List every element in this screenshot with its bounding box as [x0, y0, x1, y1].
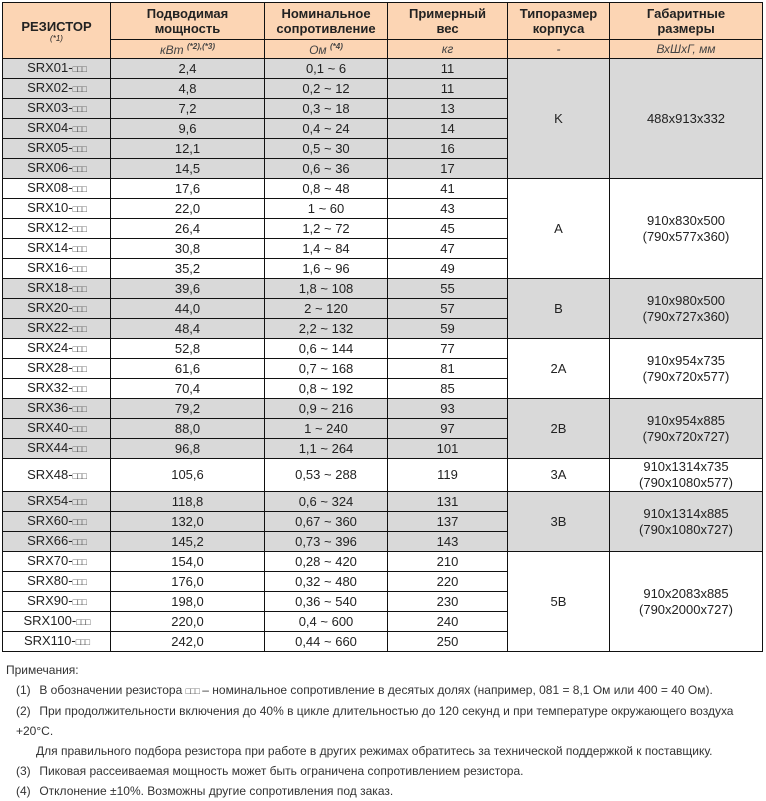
- model-name: SRX18-: [27, 280, 73, 295]
- placeholder-squares-icon: □□□: [72, 497, 86, 507]
- header-weight-line1: Примерный: [408, 6, 486, 21]
- unit-case: -: [508, 40, 610, 59]
- model-name: SRX60-: [27, 513, 73, 528]
- model-cell: [3, 592, 111, 612]
- power-cell: 70,4: [111, 379, 265, 399]
- resistance-cell: 0,2 ~ 12: [265, 79, 388, 99]
- header-power-line1: Подводимая: [146, 6, 229, 21]
- unit-power-label: кВт: [159, 42, 184, 57]
- power-cell: 52,8: [111, 339, 265, 359]
- weight-cell: 220: [388, 572, 508, 592]
- resistance-cell: 0,7 ~ 168: [265, 359, 388, 379]
- model-name: SRX24-: [27, 340, 73, 355]
- dimensions-cell: [610, 552, 763, 652]
- resistance-cell: 2 ~ 120: [265, 299, 388, 319]
- weight-cell: 210: [388, 552, 508, 572]
- table-row: [3, 179, 763, 199]
- model-name: SRX100-: [23, 613, 77, 628]
- unit-power: [111, 40, 265, 59]
- model-cell: [3, 99, 111, 119]
- weight-cell: 55: [388, 279, 508, 299]
- resistance-cell: 1 ~ 60: [265, 199, 388, 219]
- placeholder-squares-icon: □□□: [72, 124, 86, 134]
- dimensions-inner: (790x1080x727): [639, 521, 733, 537]
- model-name: SRX44-: [27, 440, 73, 455]
- model-cell: [3, 632, 111, 652]
- placeholder-squares-icon: □□□: [72, 537, 86, 547]
- note-number: (3): [16, 764, 31, 778]
- placeholder-squares-icon: □□□: [72, 444, 86, 454]
- note-text: – номинальное сопротивление в десятых долях (например, 081 = 8,1 Ом или 400 = 40 Ом).: [198, 683, 713, 697]
- model-cell: [3, 379, 111, 399]
- model-cell: [3, 612, 111, 632]
- power-cell: 7,2: [111, 99, 265, 119]
- placeholder-squares-icon: □□□: [72, 164, 86, 174]
- dimensions-inner: (790x727x360): [642, 308, 730, 324]
- case-size-cell: A: [508, 179, 610, 279]
- model-cell: [3, 532, 111, 552]
- model-cell: [3, 79, 111, 99]
- weight-cell: 14: [388, 119, 508, 139]
- model-cell: [3, 399, 111, 419]
- power-cell: 44,0: [111, 299, 265, 319]
- dimensions-cell: [610, 492, 763, 552]
- model-cell: [3, 512, 111, 532]
- power-cell: 220,0: [111, 612, 265, 632]
- resistance-cell: 1 ~ 240: [265, 419, 388, 439]
- weight-cell: 85: [388, 379, 508, 399]
- note-text: Пиковая рассеиваемая мощность может быть ограничена сопротивлением резистора.: [39, 764, 524, 778]
- resistance-cell: 0,4 ~ 24: [265, 119, 388, 139]
- weight-cell: 143: [388, 532, 508, 552]
- unit-resistance-note: (*4): [330, 41, 343, 51]
- power-cell: 35,2: [111, 259, 265, 279]
- resistance-cell: 0,44 ~ 660: [265, 632, 388, 652]
- header-resistor: [3, 3, 111, 59]
- power-cell: 39,6: [111, 279, 265, 299]
- model-name: SRX40-: [27, 420, 73, 435]
- note-2-continuation: Для правильного подбора резистора при работе в других режимах обратитесь за технической поддержкой к поставщику.: [36, 744, 713, 758]
- power-cell: 176,0: [111, 572, 265, 592]
- dimensions-inner: (790x720x577): [642, 368, 730, 384]
- placeholder-squares-icon: □□□: [72, 344, 86, 354]
- dimensions-outer: 910x954x735: [646, 352, 726, 368]
- note-number: (4): [16, 784, 31, 798]
- weight-cell: 17: [388, 159, 508, 179]
- model-cell: [3, 199, 111, 219]
- dimensions-cell: [610, 179, 763, 279]
- weight-cell: 230: [388, 592, 508, 612]
- resistance-cell: 1,2 ~ 72: [265, 219, 388, 239]
- model-cell: [3, 279, 111, 299]
- power-cell: 242,0: [111, 632, 265, 652]
- resistance-cell: 0,8 ~ 48: [265, 179, 388, 199]
- dimensions-cell: [610, 399, 763, 459]
- resistance-cell: 0,5 ~ 30: [265, 139, 388, 159]
- case-size-cell: K: [508, 59, 610, 179]
- model-name: SRX36-: [27, 400, 73, 415]
- model-name: SRX01-: [27, 60, 73, 75]
- resistance-cell: 0,6 ~ 144: [265, 339, 388, 359]
- placeholder-squares-icon: □□□: [72, 104, 86, 114]
- weight-cell: 41: [388, 179, 508, 199]
- resistance-cell: 1,6 ~ 96: [265, 259, 388, 279]
- case-size-cell: 2B: [508, 399, 610, 459]
- model-name: SRX22-: [27, 320, 73, 335]
- unit-power-note: (*2),(*3): [187, 41, 216, 51]
- placeholder-squares-icon: □□□: [72, 184, 86, 194]
- power-cell: 132,0: [111, 512, 265, 532]
- power-cell: 105,6: [111, 459, 265, 492]
- model-name: SRX12-: [27, 220, 73, 235]
- case-size-cell: B: [508, 279, 610, 339]
- resistance-cell: 1,8 ~ 108: [265, 279, 388, 299]
- header-case-line1: Типоразмер: [519, 6, 598, 21]
- note-2: [2, 701, 766, 741]
- resistance-cell: 0,36 ~ 540: [265, 592, 388, 612]
- weight-cell: 57: [388, 299, 508, 319]
- weight-cell: 11: [388, 79, 508, 99]
- model-name: SRX04-: [27, 120, 73, 135]
- table-row: [3, 492, 763, 512]
- case-size-cell: 3A: [508, 459, 610, 492]
- resistance-cell: 2,2 ~ 132: [265, 319, 388, 339]
- weight-cell: 47: [388, 239, 508, 259]
- weight-cell: 43: [388, 199, 508, 219]
- dimensions-outer: 910x1314x735: [643, 459, 729, 474]
- case-size-cell: 2A: [508, 339, 610, 399]
- power-cell: 61,6: [111, 359, 265, 379]
- note-text: Отклонение ±10%. Возможны другие сопротивления под заказ.: [39, 784, 394, 798]
- table-row: [3, 552, 763, 572]
- placeholder-squares-icon: □□□: [72, 577, 86, 587]
- power-cell: 2,4: [111, 59, 265, 79]
- weight-cell: 101: [388, 439, 508, 459]
- resistance-cell: 0,9 ~ 216: [265, 399, 388, 419]
- header-case-line2: корпуса: [532, 21, 585, 36]
- dimensions-outer: 910x2083x885: [643, 585, 729, 601]
- unit-resistance: [265, 40, 388, 59]
- table-row: [3, 339, 763, 359]
- dimensions-cell: [610, 459, 763, 492]
- power-cell: 12,1: [111, 139, 265, 159]
- header-power-line2: мощность: [154, 21, 221, 36]
- power-cell: 79,2: [111, 399, 265, 419]
- resistance-cell: 0,1 ~ 6: [265, 59, 388, 79]
- dimensions-cell: [610, 339, 763, 399]
- power-cell: 198,0: [111, 592, 265, 612]
- resistance-cell: 0,3 ~ 18: [265, 99, 388, 119]
- weight-cell: 16: [388, 139, 508, 159]
- placeholder-squares-icon: □□□: [72, 284, 86, 294]
- dimensions-outer: 488x913x332: [646, 110, 726, 126]
- dimensions-inner: (790x720x727): [642, 428, 730, 444]
- power-cell: 30,8: [111, 239, 265, 259]
- note-number: (2): [16, 704, 31, 718]
- header-resistance-line1: Номинальное: [281, 6, 371, 21]
- dimensions-outer: 910x830x500: [646, 212, 726, 228]
- placeholder-squares-icon: □□□: [72, 264, 86, 274]
- power-cell: 118,8: [111, 492, 265, 512]
- dimensions-cell: [610, 279, 763, 339]
- model-name: SRX70-: [27, 553, 73, 568]
- dimensions-inner: (790x577x360): [642, 228, 730, 244]
- note-number: (1): [16, 683, 31, 697]
- model-cell: [3, 239, 111, 259]
- placeholder-squares-icon: □□□: [72, 364, 86, 374]
- table-row: [3, 459, 763, 492]
- model-cell: [3, 299, 111, 319]
- power-cell: 26,4: [111, 219, 265, 239]
- weight-cell: 119: [388, 459, 508, 492]
- weight-cell: 45: [388, 219, 508, 239]
- model-cell: [3, 59, 111, 79]
- model-name: SRX03-: [27, 100, 73, 115]
- model-name: SRX110-: [23, 633, 76, 648]
- header-resistor-label: РЕЗИСТОР: [21, 18, 92, 34]
- placeholder-squares-icon: □□□: [72, 204, 86, 214]
- placeholder-squares-icon: □□□: [72, 597, 86, 607]
- model-cell: [3, 439, 111, 459]
- placeholder-squares-icon: □□□: [72, 64, 86, 74]
- unit-weight: кг: [388, 40, 508, 59]
- power-cell: 9,6: [111, 119, 265, 139]
- units-row: [3, 40, 763, 59]
- resistance-cell: 0,53 ~ 288: [265, 459, 388, 492]
- header-power: [111, 3, 265, 40]
- note-3: [2, 761, 766, 781]
- header-dims-line2: размеры: [657, 21, 715, 36]
- model-cell: [3, 179, 111, 199]
- note-1: [2, 680, 766, 701]
- model-name: SRX66-: [27, 533, 73, 548]
- placeholder-squares-icon: □□□: [72, 404, 86, 414]
- table-row: [3, 59, 763, 79]
- power-cell: 88,0: [111, 419, 265, 439]
- weight-cell: 13: [388, 99, 508, 119]
- model-name: SRX54-: [27, 493, 73, 508]
- power-cell: 22,0: [111, 199, 265, 219]
- model-name: SRX28-: [27, 360, 73, 375]
- resistance-cell: 0,8 ~ 192: [265, 379, 388, 399]
- model-name: SRX48-: [27, 466, 73, 482]
- resistance-cell: 1,1 ~ 264: [265, 439, 388, 459]
- model-cell: [3, 459, 111, 492]
- header-resistance-line2: сопротивление: [276, 21, 376, 36]
- header-dims-line1: Габаритные: [646, 6, 726, 21]
- model-cell: [3, 319, 111, 339]
- placeholder-squares-icon: □□□: [72, 424, 86, 434]
- placeholder-squares-icon: □□□: [75, 637, 90, 647]
- model-name: SRX10-: [27, 200, 73, 215]
- resistor-spec-table: [2, 2, 763, 652]
- model-cell: [3, 219, 111, 239]
- dimensions-outer: 910x980x500: [646, 292, 726, 308]
- model-cell: [3, 339, 111, 359]
- model-cell: [3, 492, 111, 512]
- header-resistance: [265, 3, 388, 40]
- resistance-cell: 0,32 ~ 480: [265, 572, 388, 592]
- resistance-cell: 0,6 ~ 36: [265, 159, 388, 179]
- weight-cell: 93: [388, 399, 508, 419]
- table-row: [3, 279, 763, 299]
- power-cell: 17,6: [111, 179, 265, 199]
- note-text: При продолжительности включения до 40% в цикле длительностью до 120 секунд и при температуре окружающего воздуха +20°C.: [16, 704, 734, 738]
- resistance-cell: 0,28 ~ 420: [265, 552, 388, 572]
- note-text: В обозначении резистора: [39, 683, 186, 697]
- model-cell: [3, 552, 111, 572]
- model-name: SRX06-: [27, 160, 73, 175]
- resistance-cell: 0,73 ~ 396: [265, 532, 388, 552]
- dimensions-cell: [610, 59, 763, 179]
- weight-cell: 49: [388, 259, 508, 279]
- table-row: [3, 399, 763, 419]
- model-name: SRX05-: [27, 140, 73, 155]
- notes-section: [2, 660, 766, 801]
- model-cell: [3, 119, 111, 139]
- model-cell: [3, 572, 111, 592]
- model-cell: [3, 139, 111, 159]
- placeholder-squares-icon: □□□: [72, 324, 86, 334]
- model-cell: [3, 419, 111, 439]
- placeholder-squares-icon: □□□: [72, 304, 86, 314]
- placeholder-squares-icon: □□□: [72, 557, 86, 567]
- weight-cell: 77: [388, 339, 508, 359]
- model-name: SRX32-: [27, 380, 73, 395]
- placeholder-squares-icon: □□□: [76, 617, 90, 627]
- model-cell: [3, 159, 111, 179]
- model-name: SRX20-: [27, 300, 73, 315]
- dimensions-outer: 910x954x885: [646, 412, 726, 428]
- placeholder-squares-icon: □□□: [72, 244, 86, 254]
- notes-title: Примечания:: [6, 663, 79, 677]
- header-weight: [388, 3, 508, 40]
- dimensions-inner: (790x1080x577): [639, 475, 733, 490]
- model-name: SRX08-: [27, 180, 73, 195]
- model-cell: [3, 359, 111, 379]
- case-size-cell: 5B: [508, 552, 610, 652]
- resistance-cell: 0,6 ~ 324: [265, 492, 388, 512]
- power-cell: 14,5: [111, 159, 265, 179]
- model-name: SRX16-: [27, 260, 73, 275]
- weight-cell: 59: [388, 319, 508, 339]
- header-row: [3, 3, 763, 40]
- resistance-cell: 0,4 ~ 600: [265, 612, 388, 632]
- unit-resistance-label: Ом: [309, 42, 327, 57]
- weight-cell: 131: [388, 492, 508, 512]
- power-cell: 4,8: [111, 79, 265, 99]
- power-cell: 154,0: [111, 552, 265, 572]
- model-name: SRX02-: [27, 80, 73, 95]
- header-weight-line2: вес: [436, 21, 459, 36]
- weight-cell: 250: [388, 632, 508, 652]
- placeholder-squares-icon: □□□: [72, 84, 86, 94]
- model-name: SRX80-: [27, 573, 73, 588]
- placeholder-squares-icon: □□□: [185, 686, 199, 696]
- note-4: [2, 781, 766, 801]
- power-cell: 48,4: [111, 319, 265, 339]
- weight-cell: 97: [388, 419, 508, 439]
- placeholder-squares-icon: □□□: [72, 224, 86, 234]
- model-cell: [3, 259, 111, 279]
- weight-cell: 81: [388, 359, 508, 379]
- header-resistor-note: (*1): [50, 33, 63, 43]
- header-dimensions: [610, 3, 763, 40]
- model-name: SRX14-: [27, 240, 73, 255]
- dimensions-outer: 910x1314x885: [643, 505, 729, 521]
- resistance-cell: 1,4 ~ 84: [265, 239, 388, 259]
- power-cell: 96,8: [111, 439, 265, 459]
- resistance-cell: 0,67 ~ 360: [265, 512, 388, 532]
- unit-dimensions: ВхШхГ, мм: [610, 40, 763, 59]
- table-body: [3, 59, 763, 652]
- weight-cell: 240: [388, 612, 508, 632]
- weight-cell: 137: [388, 512, 508, 532]
- placeholder-squares-icon: □□□: [72, 144, 86, 154]
- model-name: SRX90-: [27, 593, 73, 608]
- weight-cell: 11: [388, 59, 508, 79]
- power-cell: 145,2: [111, 532, 265, 552]
- case-size-cell: 3B: [508, 492, 610, 552]
- dimensions-inner: (790x2000x727): [639, 601, 733, 617]
- placeholder-squares-icon: □□□: [72, 517, 86, 527]
- placeholder-squares-icon: □□□: [72, 470, 86, 481]
- header-case-size: [508, 3, 610, 40]
- placeholder-squares-icon: □□□: [72, 384, 86, 394]
